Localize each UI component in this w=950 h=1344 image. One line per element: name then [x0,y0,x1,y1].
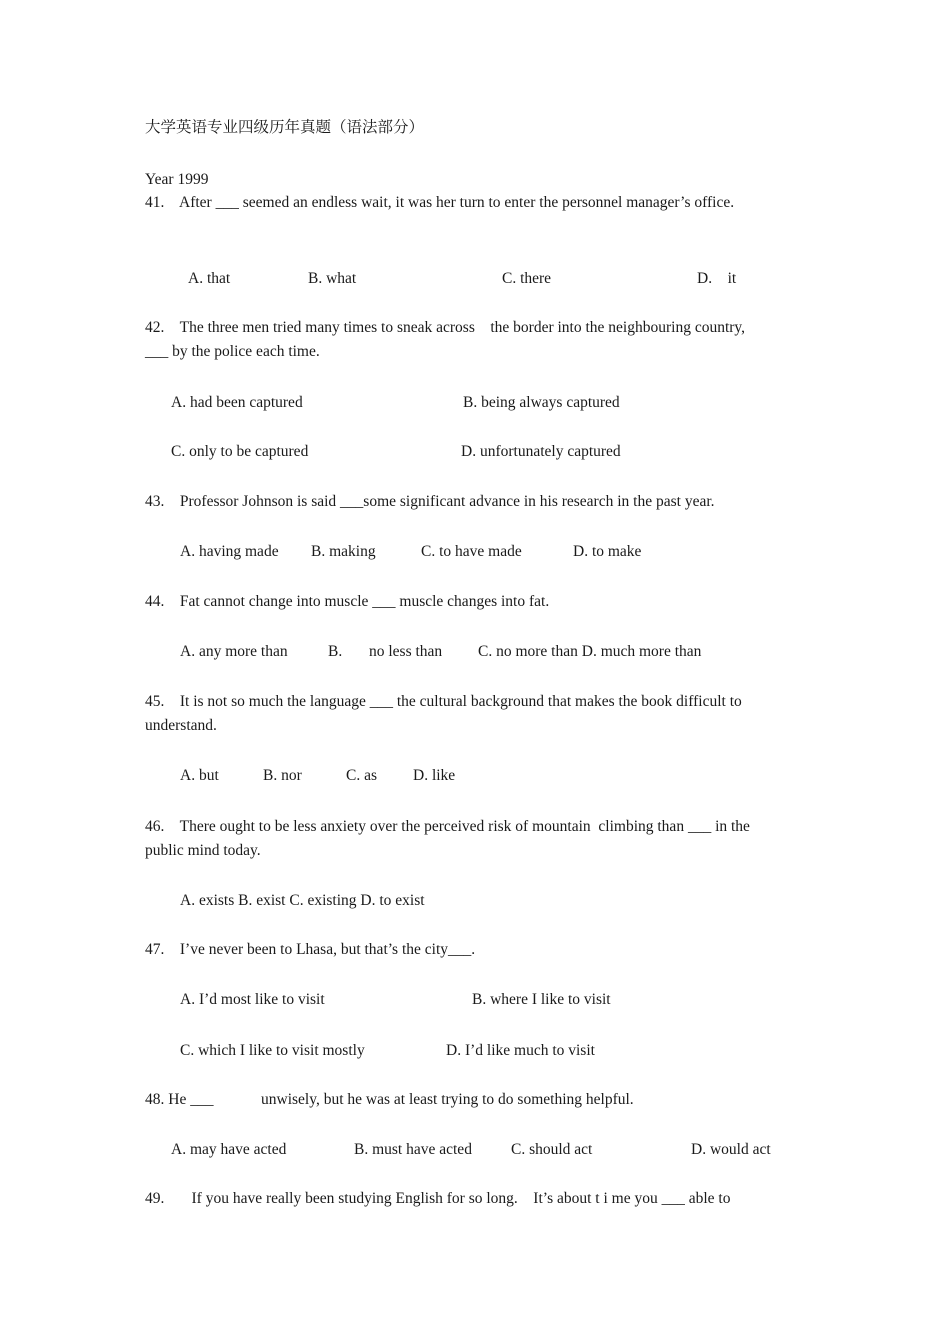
question-48-option-c: C. should act [511,1141,593,1158]
question-41-option-a: A. that [188,270,231,287]
question-43-stem: 43. Professor Johnson is said ___some significant advance in his research in the past year. [145,493,715,510]
question-47-stem: 47. I’ve never been to Lhasa, but that’s the city___. [145,941,476,958]
question-42-option-c: C. only to be captured [171,443,309,460]
question-41-option-b: B. what [308,270,357,287]
question-45-option-d: D. like [413,767,456,784]
question-42-stem-line1: 42. The three men tried many times to sneak across the border into the neighbouring country, [145,319,746,336]
question-44-option-b: no less than [369,643,443,660]
question-44-option-cd: C. no more than D. much more than [478,643,702,660]
question-47-option-a: A. I’d most like to visit [180,991,325,1008]
question-43-option-a: A. having made [180,543,279,560]
question-47-option-d: D. I’d like much to visit [446,1042,595,1059]
question-42-stem-line2: ___ by the police each time. [145,343,320,360]
question-43-option-c: C. to have made [421,543,522,560]
question-45-option-a: A. but [180,767,219,784]
question-49-stem: 49. If you have really been studying English for so long. It’s about t i me you ___ able to [145,1190,731,1207]
question-48-stem-end: unwisely, but he was at least trying to do something helpful. [261,1091,634,1108]
question-42-option-d: D. unfortunately captured [461,443,621,460]
question-46-stem-line2: public mind today. [145,842,261,859]
question-45-stem-line2: understand. [145,717,217,734]
question-46-stem-line1: 46. There ought to be less anxiety over the perceived risk of mountain climbing than ___ in the [145,818,750,835]
question-44-option-b-label: B. [328,643,343,660]
question-45-stem-line1: 45. It is not so much the language ___ the cultural background that makes the book difficult to [145,693,742,710]
question-41-stem: 41. After ___ seemed an endless wait, it was her turn to enter the personnel manager’s office. [145,194,735,211]
question-45-option-c: C. as [346,767,377,784]
question-48-stem-start: 48. He ___ [145,1091,214,1108]
question-44-stem: 44. Fat cannot change into muscle ___ muscle changes into fat. [145,593,550,610]
question-48-option-b: B. must have acted [354,1141,472,1158]
question-42-option-a: A. had been captured [171,394,303,411]
question-48-option-a: A. may have acted [171,1141,287,1158]
year-heading: Year 1999 [145,171,209,188]
question-47-option-b: B. where I like to visit [472,991,611,1008]
question-47-option-c: C. which I like to visit mostly [180,1042,365,1059]
question-45-option-b: B. nor [263,767,302,784]
question-48-option-d: D. would act [691,1141,771,1158]
question-46-options: A. exists B. exist C. existing D. to exist [180,892,425,909]
question-43-option-d: D. to make [573,543,642,560]
question-42-option-b: B. being always captured [463,394,620,411]
question-41-option-d: D. it [697,270,737,287]
page-title: 大学英语专业四级历年真题（语法部分） [145,119,425,136]
question-41-option-c: C. there [502,270,552,287]
question-43-option-b: B. making [311,543,376,560]
question-44-option-a: A. any more than [180,643,288,660]
